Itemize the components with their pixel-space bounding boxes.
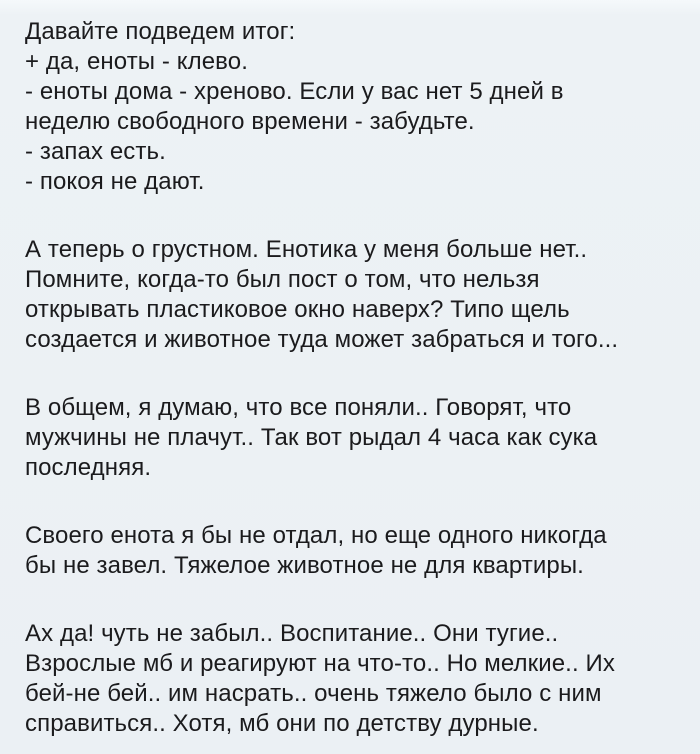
text-line: Ах да! чуть не забыл.. Воспитание.. Они тугие..	[25, 620, 559, 647]
text-line: Помните, когда-то был пост о том, что нельзя	[25, 266, 540, 293]
text-line: - запах есть.	[25, 138, 166, 165]
text-line: - еноты дома - хреново. Если у вас нет 5 дней в	[25, 78, 564, 105]
text-line: + да, еноты - клево.	[25, 48, 248, 75]
text-line: бы не завел. Тяжелое животное не для квартиры.	[25, 552, 584, 579]
paragraph	[25, 619, 680, 739]
text-line: неделю свободного времени - забудьте.	[25, 108, 475, 135]
paragraph	[25, 393, 680, 483]
text-line: создается и животное туда может забраться и того...	[25, 326, 619, 353]
paragraph	[25, 235, 680, 355]
text-line: В общем, я думаю, что все поняли.. Говорят, что	[25, 394, 572, 421]
text-line: открывать пластиковое окно наверх? Типо щель	[25, 296, 570, 323]
text-line: Взрослые мб и реагируют на что-то.. Но мелкие.. Их	[25, 650, 615, 677]
text-line: мужчины не плачут.. Так вот рыдал 4 часа как сука	[25, 424, 598, 451]
text-line: Своего енота я бы не отдал, но еще одного никогда	[25, 522, 607, 549]
text-line: Давайте подведем итог:	[25, 18, 296, 45]
paragraph	[25, 17, 680, 197]
text-line: справиться.. Хотя, мб они по детству дурные.	[25, 710, 539, 737]
text-line: - покоя не дают.	[25, 168, 205, 195]
text-line: А теперь о грустном. Енотика у меня больше нет..	[25, 236, 588, 263]
text-line: бей-не бей.. им насрать.. очень тяжело было с ним	[25, 680, 602, 707]
text-line: последняя.	[25, 454, 152, 481]
paragraph	[25, 521, 680, 581]
